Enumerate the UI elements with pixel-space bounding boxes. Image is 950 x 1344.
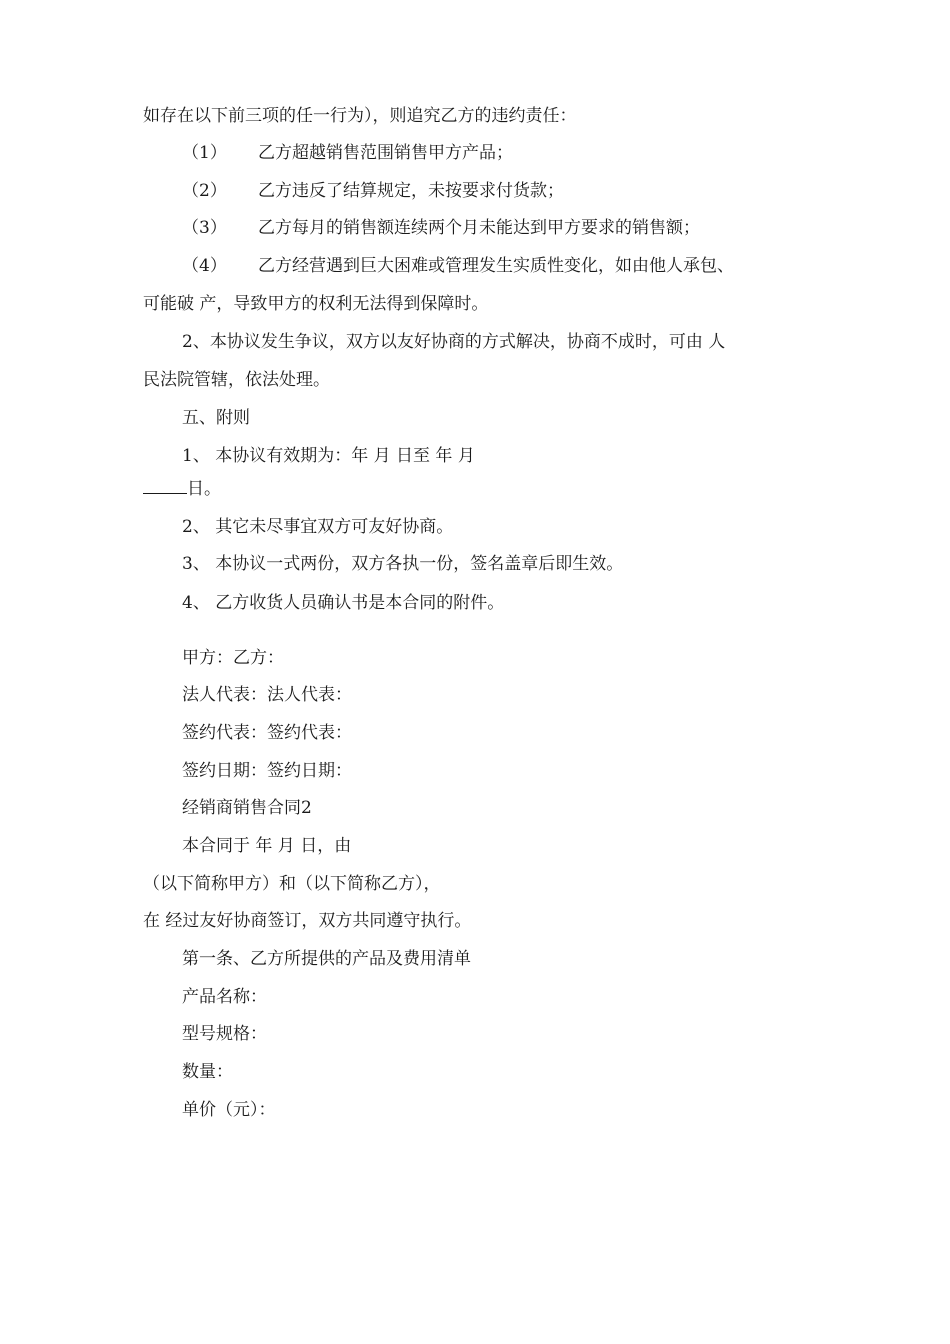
field-label: 产品名称： xyxy=(182,987,267,1007)
list-item xyxy=(182,180,564,202)
paragraph-line: 2、 其它未尽事宜双方可友好协商。 xyxy=(182,517,454,537)
list-item-text: 乙方每月的销售额连续两个月未能达到甲方要求的销售额； xyxy=(258,218,700,238)
signature-line: 签约代表：签约代表： xyxy=(182,723,352,743)
field-label: 型号规格： xyxy=(182,1024,267,1044)
list-item-text: 乙方违反了结算规定，未按要求付货款； xyxy=(258,181,564,201)
section-heading: 五、附则 xyxy=(182,408,250,428)
contract-title: 经销商销售合同2 xyxy=(182,798,312,818)
list-item xyxy=(182,217,700,239)
paragraph-line: 如存在以下前三项的任一行为），则追究乙方的违约责任： xyxy=(143,106,577,126)
field-label: 数量： xyxy=(182,1062,233,1082)
field-label: 单价（元）： xyxy=(182,1100,276,1120)
paragraph-line: 在 经过友好协商签订，双方共同遵守执行。 xyxy=(143,911,472,931)
list-item-text: 乙方经营遇到巨大困难或管理发生实质性变化，如由他人承包、 xyxy=(258,256,734,276)
list-item xyxy=(182,255,734,277)
list-item-number: （2） xyxy=(182,181,227,201)
paragraph-line: 1、 本协议有效期为：年 月 日至 年 月 xyxy=(182,446,475,466)
signature-line: 法人代表：法人代表： xyxy=(182,685,352,705)
list-item-number: （1） xyxy=(182,143,227,163)
paragraph-line: 2、本协议发生争议，双方以友好协商的方式解决，协商不成时，可由 人 xyxy=(182,332,726,352)
paragraph-line: 3、 本协议一式两份，双方各执一份，签名盖章后即生效。 xyxy=(182,554,624,574)
list-item-number: （4） xyxy=(182,256,227,276)
paragraph-line: （以下简称甲方）和（以下简称乙方）， xyxy=(143,874,441,894)
fill-in-blank xyxy=(143,479,187,494)
list-item-text: 乙方超越销售范围销售甲方产品； xyxy=(258,143,513,163)
list-item-number: （3） xyxy=(182,218,227,238)
paragraph-line: 本合同于 年 月 日，由 xyxy=(182,836,352,856)
paragraph-line: 民法院管辖，依法处理。 xyxy=(143,370,330,390)
blank-suffix-text: 日。 xyxy=(187,479,221,499)
signature-line: 签约日期：签约日期： xyxy=(182,761,352,781)
list-item xyxy=(182,142,513,164)
signature-line: 甲方：乙方： xyxy=(182,648,284,668)
paragraph-line xyxy=(143,478,221,500)
paragraph-line: 4、 乙方收货人员确认书是本合同的附件。 xyxy=(182,593,505,613)
section-heading: 第一条、乙方所提供的产品及费用清单 xyxy=(182,949,471,969)
paragraph-line: 可能破 产，导致甲方的权利无法得到保障时。 xyxy=(143,294,489,314)
